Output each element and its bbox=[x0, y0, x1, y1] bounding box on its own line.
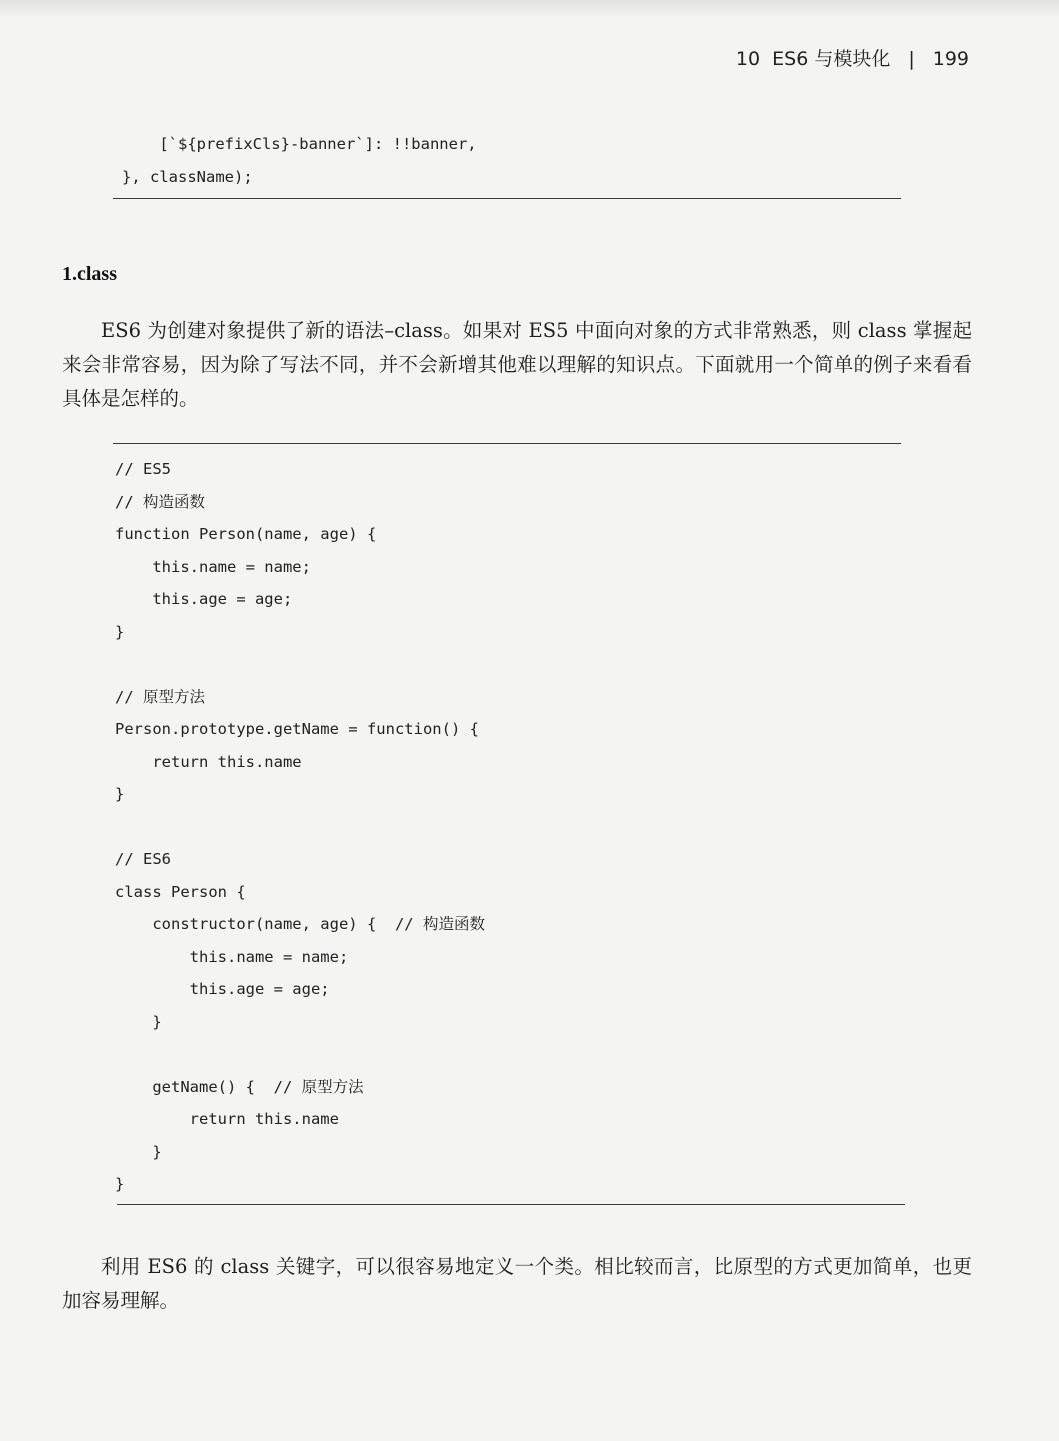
code-line: }, className); bbox=[122, 167, 253, 186]
code-line: } bbox=[115, 1142, 162, 1161]
code-line: // 原型方法 bbox=[115, 687, 205, 706]
page-number: 199 bbox=[932, 48, 969, 70]
page-edge-shadow bbox=[0, 0, 1059, 18]
code-line: class Person { bbox=[115, 882, 246, 901]
code-line: this.name = name; bbox=[115, 947, 349, 966]
code-block-bottom-rule bbox=[113, 198, 901, 199]
paragraph-text: ES6 为创建对象提供了新的语法–class。如果对 ES5 中面向对象的方式非常熟悉，则 class 掌握起来会非常容易，因为除了写法不同，并不会新增其他难以理解的知识点。下面就用一个简单的例子来看看具体是怎样的。 bbox=[62, 319, 972, 410]
code-block-class-example bbox=[115, 453, 485, 1201]
code-block-top bbox=[122, 128, 477, 193]
code-line: this.age = age; bbox=[115, 590, 293, 608]
code-line: this.age = age; bbox=[115, 980, 330, 998]
code-line: // ES6 bbox=[115, 850, 171, 868]
intro-paragraph bbox=[62, 314, 972, 416]
code-line: } bbox=[115, 1012, 162, 1031]
code-line: // 构造函数 bbox=[115, 492, 205, 511]
code-line: return this.name bbox=[115, 1110, 339, 1128]
section-heading: 1.class bbox=[62, 263, 117, 285]
running-header bbox=[736, 44, 969, 71]
code-line: constructor(name, age) { // 构造函数 bbox=[115, 915, 485, 933]
code-line: return this.name bbox=[115, 752, 302, 771]
code-line: this.name = name; bbox=[115, 557, 311, 576]
paragraph-text: 利用 ES6 的 class 关键字，可以很容易地定义一个类。相比较而言，比原型的方式更加简单，也更加容易理解。 bbox=[62, 1255, 972, 1312]
chapter-title: 10 ES6 与模块化 bbox=[735, 48, 891, 70]
code-line: } bbox=[115, 1175, 125, 1193]
code-line: } bbox=[115, 622, 125, 641]
code-line: Person.prototype.getName = function() { bbox=[115, 720, 479, 738]
code-block-top-rule bbox=[113, 443, 901, 444]
code-line: // ES5 bbox=[115, 460, 171, 478]
closing-paragraph bbox=[62, 1250, 972, 1318]
code-line: } bbox=[115, 785, 125, 803]
code-line bbox=[115, 648, 485, 681]
code-line: function Person(name, age) { bbox=[115, 525, 377, 543]
code-block-bottom-rule bbox=[117, 1204, 905, 1205]
header-separator: | bbox=[908, 48, 915, 70]
code-line: [`${prefixCls}-banner`]: !!banner, bbox=[122, 135, 477, 153]
code-line bbox=[115, 811, 485, 844]
code-line: getName() { // 原型方法 bbox=[115, 1077, 364, 1096]
code-line bbox=[115, 1038, 485, 1071]
